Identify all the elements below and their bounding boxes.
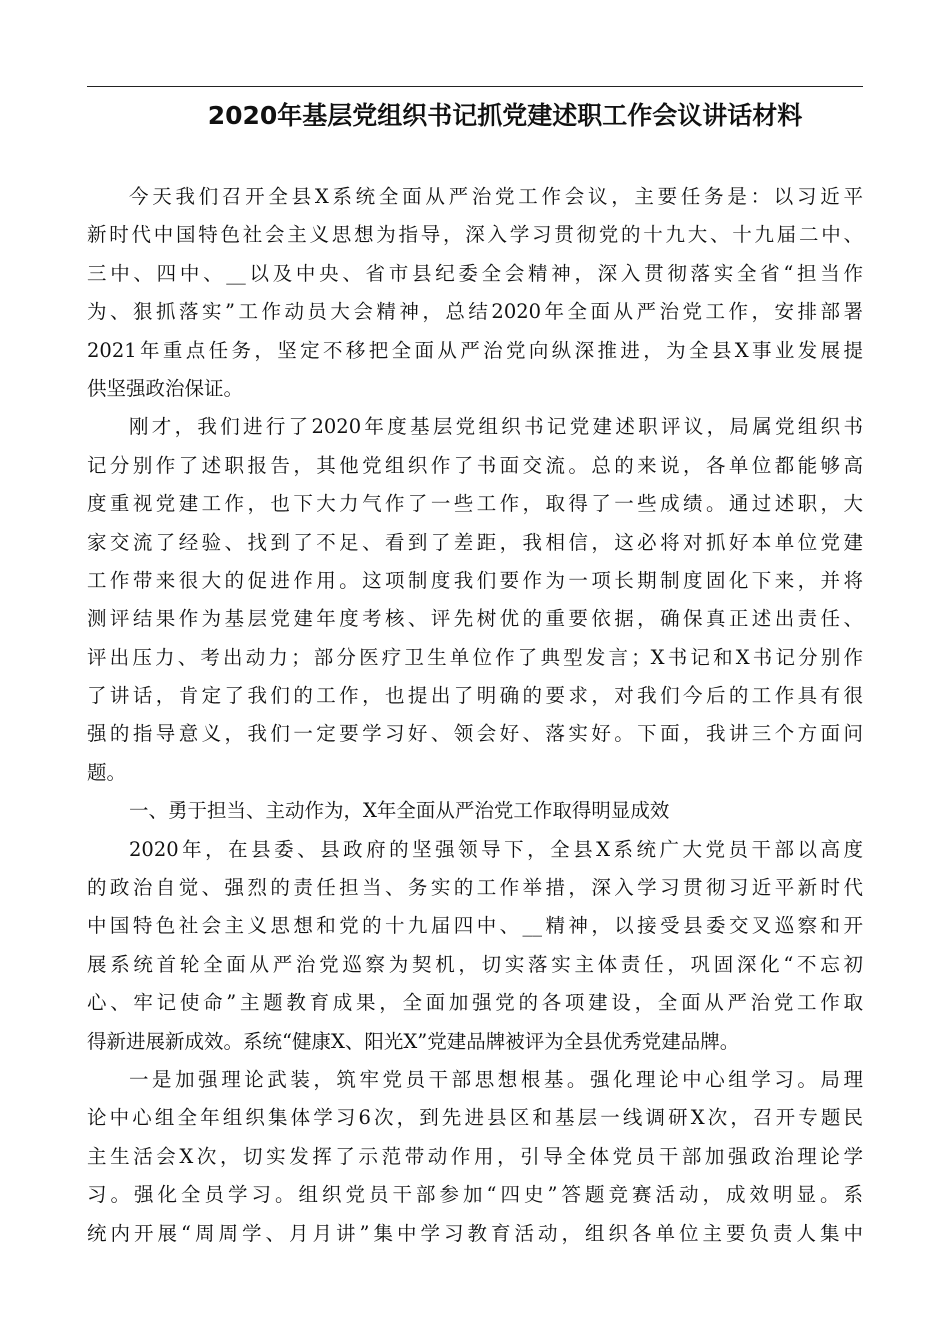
text-line: 一、勇于担当、主动作为，X年全面从严治党工作取得明显成效 [129,799,670,823]
document-title: 2020年基层党组织书记抓党建述职工作会议讲话材料 [207,101,803,130]
text-line: 刚才，我们进行了2020年度基层党组织书记党建述职评议，局属党组织书 [129,415,863,439]
text-line: 为、狠抓落实”工作动员大会精神，总结2020年全面从严治党工作，安排部署 [87,300,863,324]
text-line: 中国特色社会主义思想和党的十九届四中、__精神，以接受县委交叉巡察和开 [87,914,863,938]
text-line: 度重视党建工作，也下大力气作了一些工作，取得了一些成绩。通过述职，大 [87,492,863,516]
text-line: 题。 [87,760,127,784]
text-line: 今天我们召开全县X系统全面从严治党工作会议，主要任务是：以习近平 [129,185,863,208]
text-line: 评出压力、考出动力；部分医疗卫生单位作了典型发言；X书记和X书记分别作 [87,645,863,669]
text-line: 2021年重点任务，坚定不移把全面从严治党向纵深推进，为全县X事业发展提 [87,338,863,362]
text-line: 习。强化全员学习。组织党员干部参加“四史”答题竞赛活动，成效明显。系 [87,1183,863,1207]
text-line: 主生活会X次，切实发挥了示范带动作用，引导全体党员干部加强政治理论学 [87,1144,863,1168]
text-line: 得新进展新成效。系统“健康X、阳光X”党建品牌被评为全县优秀党建品牌。 [87,1029,740,1053]
text-line: 2020年，在县委、县政府的坚强领导下，全县X系统广大党员干部以高度 [129,837,863,861]
text-line: 三中、四中、__以及中央、省市县纪委全会精神，深入贯彻落实全省“担当作 [87,261,863,285]
header-rule [87,86,863,87]
text-line: 一是加强理论武装，筑牢党员干部思想根基。强化理论中心组学习。局理 [129,1067,863,1091]
text-line: 强的指导意义，我们一定要学习好、领会好、落实好。下面，我讲三个方面问 [87,722,863,746]
text-line: 了讲话，肯定了我们的工作，也提出了明确的要求，对我们今后的工作具有很 [87,684,863,708]
document-body [87,178,863,1253]
text-line: 论中心组全年组织集体学习6次，到先进县区和基层一线调研X次，召开专题民 [87,1106,863,1130]
text-line: 统内开展“周周学、月月讲”集中学习教育活动，组织各单位主要负责人集中 [87,1221,863,1245]
text-line: 供坚强政治保证。 [87,376,244,400]
text-line: 新时代中国特色社会主义思想为指导，深入学习贯彻党的十九大、十九届二中、 [87,223,863,247]
text-line: 心、牢记使命”主题教育成果，全面加强党的各项建设，全面从严治党工作取 [87,991,863,1015]
text-line: 展系统首轮全面从严治党巡察为契机，切实落实主体责任，巩固深化“不忘初 [87,952,863,976]
text-line: 家交流了经验、找到了不足、看到了差距，我相信，这必将对抓好本单位党建 [87,530,863,554]
text-line: 的政治自觉、强烈的责任担当、务实的工作举措，深入学习贯彻习近平新时代 [87,876,863,900]
text-line: 工作带来很大的促进作用。这项制度我们要作为一项长期制度固化下来，并将 [87,568,863,592]
text-line: 测评结果作为基层党建年度考核、评先树优的重要依据，确保真正述出责任、 [87,607,863,631]
text-line: 记分别作了述职报告，其他党组织作了书面交流。总的来说，各单位都能够高 [87,453,863,477]
